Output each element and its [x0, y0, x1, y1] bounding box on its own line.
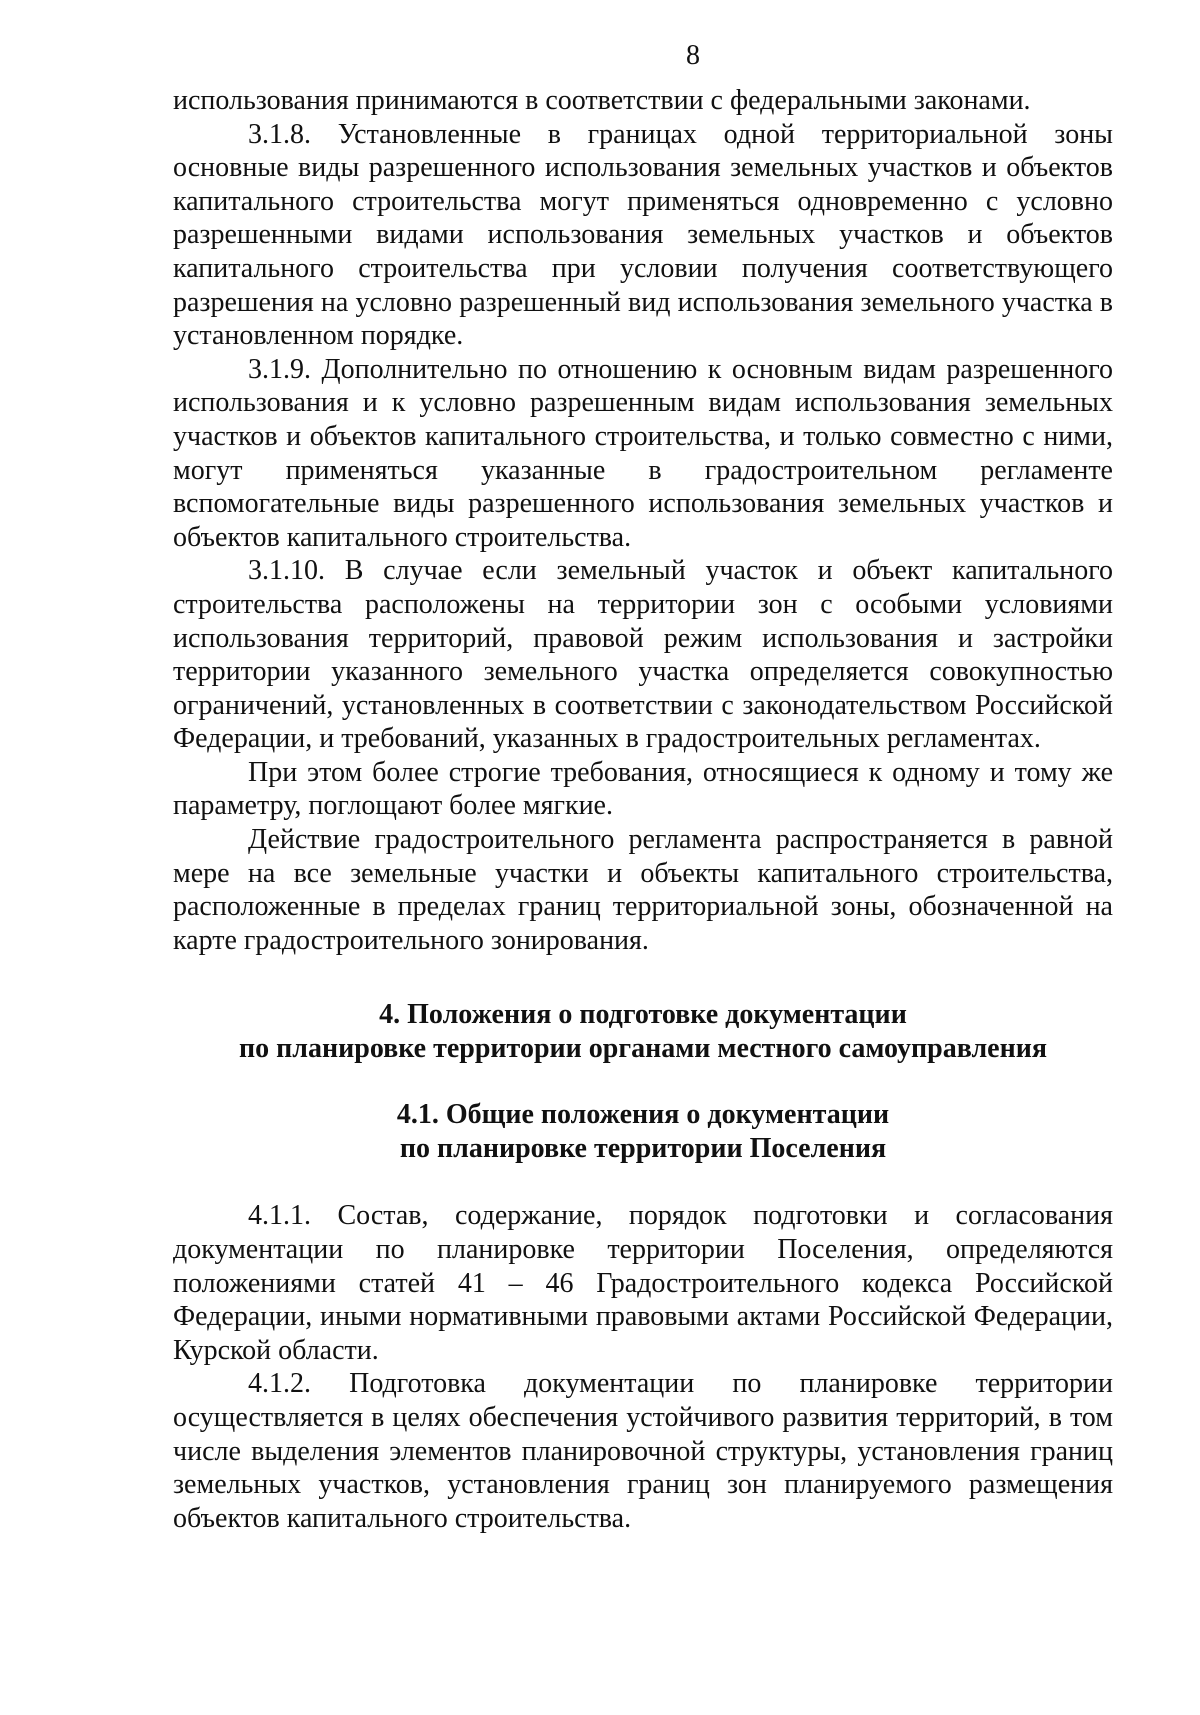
paragraph: При этом более строгие требования, относящиеся к одному и тому же параметру, поглощают более мягкие. — [173, 756, 1113, 822]
paragraph-4-1-1: 4.1.1. Состав, содержание, порядок подготовки и согласования документации по планировке территории Поселения, определяются положениями статей 41 – 46 Градостроительного кодекса Российской Федерации, иными нормативными правовыми актами Российской Федерации, Курской области. — [173, 1200, 1113, 1366]
body-text-bottom — [173, 1199, 1113, 1535]
subsection-heading-line: 4.1. Общие положения о документации — [396, 1099, 890, 1131]
section-heading-line: по планировке территории органами местного самоуправления — [239, 1033, 1047, 1065]
section-4-heading — [173, 998, 1113, 1066]
paragraph-3-1-10: 3.1.10. В случае если земельный участок и объект капитального строительства расположены на территории зон с особыми условиями использования территорий, правовой режим использования и застройки территории указанного земельного участка определяется совокупностью ограничений, установленных в соответствии с законодательством Российской Федерации, и требований, указанных в градостроительных регламентах. — [173, 555, 1113, 755]
document-page — [173, 40, 1113, 1535]
page-number: 8 — [686, 40, 700, 71]
body-text-top — [173, 84, 1113, 957]
paragraph: Действие градостроительного регламента распространяется в равной мере на все земельные участки и объекты капитального строительства, расположенные в пределах границ территориальной зоны, обозначенной на карте градостроительного зонирования. — [173, 824, 1113, 956]
paragraph-4-1-2: 4.1.2. Подготовка документации по планировке территории осуществляется в целях обеспечения устойчивого развития территорий, в том числе выделения элементов планировочной структуры, установления границ земельных участков, установления границ зон планируемого размещения объектов капитального строительства. — [173, 1368, 1113, 1534]
paragraph: использования принимаются в соответствии с федеральными законами. — [173, 85, 1031, 116]
section-heading-line: 4. Положения о подготовке документации — [379, 999, 907, 1031]
subsection-heading-line: по планировке территории Поселения — [399, 1133, 887, 1165]
paragraph-3-1-9: 3.1.9. Дополнительно по отношению к основным видам разрешенного использования и к условно разрешенным видам использования земельных участков и объектов капитального строительства, и только совместно с ними, могут применяться указанные в градостроительном регламенте вспомогательные виды разрешенного использования земельных участков и объектов капитального строительства. — [173, 353, 1113, 553]
paragraph-3-1-8: 3.1.8. Установленные в границах одной территориальной зоны основные виды разрешенного использования земельных участков и объектов капитального строительства могут применяться одновременно с условно разрешенными видами использования земельных участков и объектов капитального строительства при условии получения соответствующего разрешения на условно разрешенный вид использования земельного участка в установленном порядке. — [173, 118, 1113, 352]
section-4-1-heading — [173, 1098, 1113, 1166]
